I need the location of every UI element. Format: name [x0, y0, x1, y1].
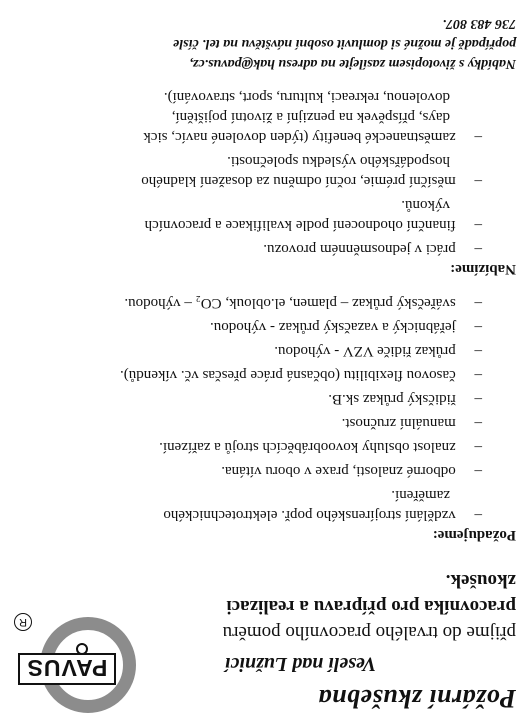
list-item-continuation: dovolenou, rekreaci, kulturu, sport, stravování). [163, 89, 450, 105]
list-item: – finanční ohodnocení podle kvalifikace a pracovních [144, 217, 482, 233]
list-item: – manuální zručnost. [341, 415, 482, 431]
list-item: – měsíční prémie, roční odměnu za dosažení kladného [141, 173, 482, 189]
list-item-continuation: zaměření. [391, 487, 450, 503]
contact-line-2: popřípadě je možné si domluvit osobní návštěvu na tel. čísle [173, 36, 516, 51]
list-item: – průkaz řidiče VZV - výhodou. [274, 343, 482, 359]
ad-subtitle: Veselí nad Lužnicí [224, 653, 376, 675]
list-item: – řidičský průkaz sk.B. [328, 391, 482, 407]
list-item: – svářečský průkaz – plamen, el.oblouk, CO₂ – výhodou. [124, 295, 482, 311]
list-item-continuation: výkonů. [401, 197, 450, 213]
list-item: – znalost obsluhy kovoobráběcích strojů a zařízení. [159, 439, 482, 455]
list-item: – časovou flexibilitu (občasná práce přesčas vč. víkendů). [120, 367, 482, 383]
logo-wordmark-box [18, 653, 116, 685]
hire-line-2: pracovníka pro přípravu a realizaci [226, 596, 516, 617]
list-item: – vzdělání strojírenského popř. elektrotechnického [163, 507, 482, 523]
list-item-continuation: days, příspěvek na penzijní a životní pojištění, [171, 109, 450, 125]
logo-pin-graphic [76, 643, 88, 655]
hire-line-3: zkoušek. [445, 570, 516, 591]
list-item: – práci v jednosměnném provozu. [263, 241, 482, 257]
list-item-continuation: hospodářského výsledku společnosti. [227, 153, 450, 169]
list-item: – jeřábnický a vazačský průkaz - výhodou. [210, 319, 482, 335]
list-item: – odborné znalosti, praxe v oboru vítána. [221, 463, 482, 479]
registered-mark: R [14, 613, 32, 631]
pavus-logo [10, 617, 136, 713]
logo-wordmark: PAVUS [26, 655, 108, 681]
requirements-heading: Požadujeme: [432, 527, 516, 543]
list-item: – zaměstnanecké benefity (týden dovolené navíc, sick [143, 129, 482, 145]
contact-line-1: Nabídky s životopisem zasílejte na adresu hak@pavus.cz, [189, 56, 516, 71]
hire-line-1: přijme do trvalého pracovního poměru [222, 622, 516, 643]
offer-heading: Nabízíme: [450, 261, 516, 277]
ad-title: Požární zkušebna [318, 684, 516, 713]
contact-phone: 736 483 807. [442, 16, 516, 31]
